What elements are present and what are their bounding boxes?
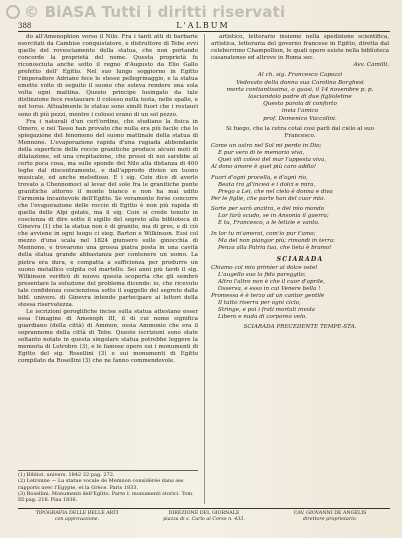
poem-line: Come un astro nel Sol mi perdo in Dio;: [211, 142, 322, 149]
copyright-icon: [6, 5, 20, 19]
poem-stanza: [211, 206, 389, 227]
article-paragraph: Le iscrizioni geroglifiche incise sulla statua attestano esser essa l'imagine di Amenoph III, il di cui nome significa guardiano (della città) di Ammon, ossia Ammonio che era il soprannome della città di Tebe. Queste iscrizioni sono state soltanto notate in questa singolare statua potrebbe leggere la memoria di Lotrobre (3), e le famose opere sui i monumenti di Egitto del sig. Rosellini (3) e sui monumenti di Egitto compilato da Rosellini (3) che ne fanno commendevole.: [18, 308, 198, 365]
poem-line: In lor tu m'amerai, com'io pur t'amo;: [211, 230, 316, 237]
article-signature: Avv. Camilli.: [353, 62, 389, 69]
poem-intro: Si fuego, che la cetra cotai cosi parli dal cielo al suo Francesco.: [225, 125, 375, 139]
footer-rule: [18, 508, 390, 509]
dedication-line: morta contiantissima, o quasi, il 14 novembre p. p.: [226, 86, 374, 93]
copyright-watermark: [6, 2, 398, 22]
right-column: [211, 34, 389, 506]
sonnet: [211, 143, 389, 252]
footnote: (1) Bibliot. univers. 1842 22 pag. 272.: [18, 472, 115, 478]
poem-line: Prego a Lei, che nel cielo è donna e diva: [218, 188, 333, 195]
page-number: 388: [18, 22, 32, 30]
charade-line: Promessa è è terzo ad un cantor gentile: [211, 292, 325, 299]
imprint-line: TIPOGRAFIA DELLE BELLE ARTI: [35, 511, 119, 516]
footnotes: [18, 470, 198, 508]
journal-title: L'ALBUM: [176, 21, 230, 30]
imprint-printer: [18, 511, 136, 523]
imprint-line: piazza di s. Carlo al Corso n. 433.: [163, 517, 245, 522]
charade: [211, 265, 389, 321]
dedication-line: lasciandolo padre di due figlioletine: [248, 94, 352, 100]
poem-line: Per le figlie, che parte han del cuor mio.: [211, 195, 326, 202]
charade-line: Libero e nuda di corporeo velo.: [218, 313, 307, 320]
dedication: [211, 62, 389, 123]
dedication-line: invia l'amico: [281, 108, 319, 115]
poem-line: Ma del non piangor più; rimandi in terra:: [218, 237, 336, 244]
footnote: (2) Letronne — La statue vocale de Memnon considérée dans ses rapports avec l'Egypte, et la Grèce. Paris 1833.: [18, 478, 184, 491]
poem-stanza: [211, 231, 389, 252]
dedication-line: Al ch. sig. Francesco Capozzi: [257, 72, 343, 79]
poem-line: E tu, Francesco, a le letizie e vanto.: [218, 220, 320, 227]
dedication-line: Questo parola di conforto: [263, 101, 337, 108]
poem-stanza: [211, 143, 389, 171]
article-paragraph: Fra i naturali d'un cert'ordine, che studiano la fisica in Omero, e nel Tasso han provato che nulla era più facile che lo spiegazione del fenomeno del suono mattinale della statua di Mennone. L'evaporazione rapida d'una rugiada abbondante della superficie delle roccie granitiche produce alcuni moti di dilatazione, ed una crepitazione, che prossi di noi sarebbe al certo poca cosa, ma sulle sponde del Nilo alla distanza di 400 leghe dal discentramento, e dall'approdo divien un tuono musicale, ed anche melodioso. E i sig. Coix dice di averlo trovato a Chennomoci al levar del sole fra le granitiche punte granitiche attorno il monte bianco e non ha mai udito l'armonia incantevole dell'Egitto. Se veramente forse concorre che l'evaporazione delle roccie di Egitto è non più rapida di quella delle Alpi gelate, ma il sig. Coix si crede tenuto in coscienza di dire sotto il sigillo del segreto alla biblioteca di Ginevra (1) che la statua non è di granito, ma di gres, e di ciò che avviene in ogni luogo ci sieg. Barton e Wilkinson. Essi col mezzo d'una scala nel 1824 giunsero sulle ginocchia di Mennone, e trovarono una grossa piatra posta in una cavità della statua grande abbastanza per contenere un uomo. La pietra era dura, e compatta a sufficienza per produrre un suono metallico colpita col martello. Sei anni più tardi il sig. Wilkinson verificò di nuovo questa scoperta che gli sembrò presentare la soluzione del problema dicendo: io, che ricevuto tale confidenza coscienziosa sotto il suggello del segreto dalla bibl. univers. di Ginevra intendo partecipare ai lettori della stessa riservatezza.: [18, 118, 198, 308]
charade-line: Chiamo col mio primier al dolce ostel: [211, 264, 318, 271]
poem-stanza: [211, 175, 389, 203]
imprint-line: con approvazione.: [54, 517, 100, 522]
poem-line: Fuori d'ogni procella, e d'ogni rio,: [211, 174, 308, 181]
imprint-editor: [270, 511, 390, 523]
watermark-text: © BiASA Tutti i diritti riservati: [24, 3, 286, 21]
poem-line: Penza alla Patria tua, che lieta è bramo!: [218, 245, 332, 252]
charade-line: Osserva, e esso in cui Venere bella !: [218, 285, 321, 292]
article-continuation: artistico, letterario insieme nella spedizione scientifica, artistica, letteraria del governo francese in Egitto, diretta dal celeberrimo Champollion, le quali opere esiste nella biblioteca casanatense ed altrove in Roma sec.: [211, 34, 389, 62]
poem-line: Beata tra gl'incesi e i dolci e mira,: [218, 181, 316, 188]
dedication-line: prof. Domenico Vaccolini.: [263, 115, 337, 122]
left-column: [18, 34, 198, 466]
poem-line: Lor farà scudo, se in Ansonia il guerra;: [218, 213, 329, 220]
footnote: (3) Rosellini. Monumenti dell'Egitto. Parte I. monumenti storici. Tom. III pag. 216. Pisa 1836.: [18, 490, 194, 504]
poem-line: Sorte per sarò anzitra, e del mio mondo: [211, 206, 325, 213]
section-title-charade: SCIARADA: [276, 255, 324, 263]
charade-line: Altro l'altro non è che il cuor d'aprile,: [218, 278, 325, 285]
charade-line: Il tutto riserra per ogni ciclo,: [218, 299, 301, 306]
imprint-line: DIREZIONE DEL GIORNALE: [168, 511, 240, 516]
poem-line: E pur vero di te memoria viva,: [218, 149, 305, 156]
column-divider: [204, 34, 205, 504]
charade-line: Stringe, e poi i frati mortali invola: [218, 306, 315, 313]
poem-line: Quei vili cotesi del mar l'appesta viva,: [218, 157, 327, 163]
article-paragraph: do all'Amenophion verso il Nilo. Fra i tanti atti di barbarie esercitati da Cambise conquistatore, e distruttore di Tebe evvi quello del rovesciamento della statua, che non portando concorde la proprietà del nome. Questa proprietà fu riconosciuta anche sotto il regno d'Augusto da Elio Gallo prefetto dell' Egitto. Nel suo lungo soggiorno in Egitto l'imperadore Adriano fece le stesse pellegrinaggio, e la statua emette volte di seguito il suono che soleva rendere una sola volta ogni mattina. Questo principe lusingato da tale distinzione fece restaurare il colosso nella testa, nelle spalle, e nel torso. Attualmente le statue sono simili fuori che i restauri sono di più pezzi, mentre i colossi erano di un sol pezzo.: [18, 34, 198, 118]
imprint: [18, 511, 390, 533]
imprint-direction: [142, 511, 266, 523]
previous-charade-answer: SCIARADA PRECEDENTE TEMPE-STA.: [243, 323, 357, 330]
imprint-line: direttore-proprietario.: [302, 517, 358, 522]
dedication-line: Vedovato della donna sua Carolina Borghesi: [236, 79, 364, 86]
header-rule: [18, 31, 390, 32]
poem-line: Al dono amore è quel più caro addio!: [211, 164, 317, 171]
charade-line: L'augello suo la fida pareggilo;: [218, 271, 306, 278]
imprint-line: CAV. GIOVANNI DE ANGELIS: [293, 511, 367, 516]
